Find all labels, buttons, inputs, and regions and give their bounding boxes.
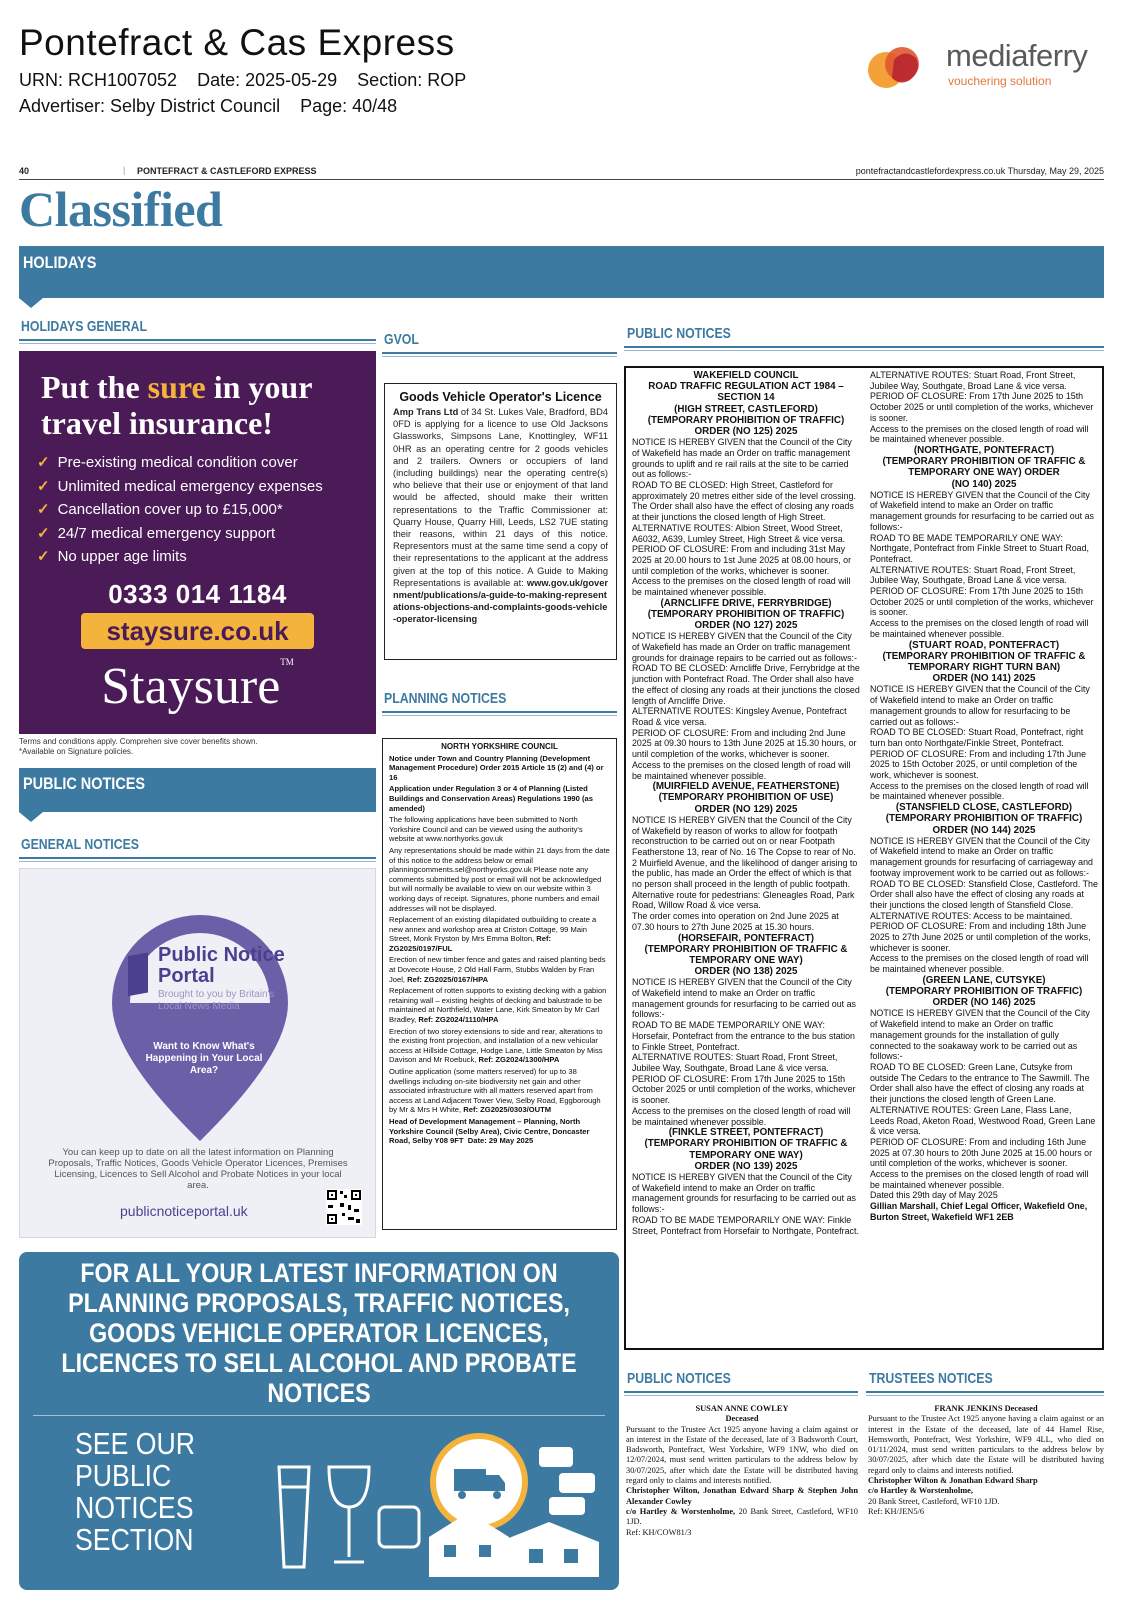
notice-body: NOTICE IS HEREBY GIVEN that the Council of the City of Wakefield intend to make an Order on traffic management grounds for resurfacing of carriageway and footway improvement work to be carried out as follows:- ROAD TO BE CLOSED: Stansfield Close, Castleford. The Order shall also have the effect of closing any roads at their junctions the closed length of Stansfield Close. ALTERNATIVE ROUTES: Access to be maintained. PERIOD OF CLOSURE: From and including 18th June 2025 to 27th June 2025 or until completion of the works, whichever is sooner. Access to the premises on the closed length of road will be maintained whenever possible. — [870, 835, 1098, 975]
holidays-general-heading: HOLIDAYS GENERAL — [21, 318, 147, 335]
staysure-phone: 0333 014 1184 — [108, 579, 287, 609]
heading-rule — [624, 1391, 858, 1393]
public-notice-portal-advert — [19, 868, 376, 1238]
notice-body: ALTERNATIVE ROUTES: Stuart Road, Front Street, Jubilee Way, Southgate, Broad Lane & vice versa. PERIOD OF CLOSURE: From 17th June 2025 to 15th October 2025 or until completion of the works, whichever is sooner. Access to the premises on the closed length of road will be maintained whenever possible. — [870, 370, 1094, 445]
check-icon: ✓ — [37, 548, 50, 565]
planning-title: NORTH YORKSHIRE COUNCIL — [441, 742, 558, 751]
cowley-notice: SUSAN ANNE COWLEY Deceased Pursuant to the Trustee Act 1925 anyone having a claim against or an interest in the Estate of the deceased, late of 3 Badsworth Court, Badsworth, Pontefract, West Yorkshire, WF9 1NW, who died on 12/07/2024, must send written particulars to the address below by 30/07/2025, after which date the Estate will be distributed having regard only to claims and interests notified. Christopher Wilton, Jonathan Edward Sharp & Stephen John Alexander Cowley c/o Hartley & Worstenholme, 20 Bank Street, Castleford, WF10 1JD. Ref: KH/COW81/3 — [626, 1404, 858, 1537]
notice-heading: WAKEFIELD COUNCIL ROAD TRAFFIC REGULATION ACT 1984 – SECTION 14 (HIGH STREET, CASTLEFORD) (TEMPORARY PROHIBITION OF TRAFFIC) ORDER (NO 125) 2025 — [647, 370, 845, 438]
notice-heading: (NORTHGATE, PONTEFRACT) (TEMPORARY PROHIBITION OF TRAFFIC & TEMPORARY ONE WAY) ORDER (NO 140) 2025 — [882, 444, 1086, 490]
notice-body: NOTICE IS HEREBY GIVEN that the Council of the City of Wakefield intend to make an Order on traffic management grounds for resurfacing to be carried out as follows:- ROAD TO BE MADE TEMPORARILY ONE WAY: Horsefair, Pontefract from the entrance to the bus station to Finkle Street, Pontefract. ALTERNATIVE ROUTES: Stuart Road, Front Street, Jubilee Way, Southgate, Broad Lane & vice versa. PERIOD OF CLOSURE: From 17th June 2025 to 15th October 2025 or until completion of the works, whichever is sooner. Access to the premises on the closed length of road will be maintained whenever possible. — [632, 977, 856, 1127]
public-notices-bar — [19, 768, 376, 812]
urn-date-section: URN: RCH1007052 Date: 2025-05-29 Section: ROP — [19, 70, 467, 90]
public-notices-small-heading: PUBLIC NOTICES — [627, 1370, 731, 1387]
public-notices-right-heading: PUBLIC NOTICES — [627, 325, 731, 342]
page-number: 40 — [19, 166, 30, 176]
heading-rule — [382, 352, 617, 354]
banner-headline: FOR ALL YOUR LATEST INFORMATION ON PLANNING PROPOSALS, TRAFFIC NOTICES, GOODS VEHICLE OPERATOR LICENCES, LICENCES TO SELL ALCOHOL AND PROBATE NOTICES — [61, 1258, 577, 1408]
page-strip — [19, 166, 1104, 180]
planning-notices-heading: PLANNING NOTICES — [384, 690, 507, 707]
jenkins-notice: FRANK JENKINS Deceased Pursuant to the Trustee Act 1925 anyone having a claim against or an interest in the Estate of the deceased, late of 44 Hamel Rise, Hemsworth, Pontefract, West Yorkshire, WF9 4LL, who died on 01/11/2024, must send written particulars to the address below by 30/07/2025, after which date the Estate will be distributed having regard only to claims and interests notified. Christopher Wilton & Jonathan Edward Sharp c/o Hartley & Worstenholme, 20 Bank Street, Castleford, WF10 1JD. Ref: KH/JEN5/6 — [868, 1404, 1104, 1516]
wakefield-column-right — [866, 368, 1102, 1225]
notice-heading: (GREEN LANE, CUTSYKE) (TEMPORARY PROHIBITION OF TRAFFIC) ORDER (NO 146) 2025 — [885, 974, 1083, 1009]
mediaferry-logo-icon — [864, 40, 944, 96]
list-item: ✓ Cancellation cover up to £15,000* — [37, 501, 283, 518]
notice-heading: (STUART ROAD, PONTEFRACT) (TEMPORARY PROHIBITION OF TRAFFIC & TEMPORARY RIGHT TURN BAN) ORDER (NO 141) 2025 — [882, 639, 1086, 685]
site-date: pontefractandcastlefordexpress.co.uk Thursday, May 29, 2025 — [855, 166, 1104, 176]
see-public-notices-banner — [19, 1252, 619, 1590]
check-icon: ✓ — [37, 501, 50, 518]
staysure-benefits — [37, 451, 323, 569]
heading-rule-thin — [866, 1395, 1104, 1396]
heading-rule-thin — [624, 1395, 858, 1396]
portal-description: You can keep up to date on all the latest information on Planning Proposals, Traffic Notices, Goods Vehicle Operator Licences, Premises Licensing, Licences to Sell Alcohol and Probate Notices in your local area. — [48, 1147, 348, 1191]
gvol-title: Goods Vehicle Operator's Licence — [399, 390, 602, 404]
notice-body: NOTICE IS HEREBY GIVEN that the Council of the City of Wakefield intend to make an Order on traffic management grounds to allow for resurfacing to be carried out as follows:- ROAD TO BE CLOSED: Stuart Road, Pontefract, right turn ban onto Northgate/Finkle Street, Pontefract. PERIOD OF CLOSURE: From and including 17th June 2025 to 15th October 2025, or until completion of the work, whichever is soonest. Access to the premises on the closed length of road will be maintained whenever possible. — [870, 684, 1090, 802]
wakefield-column-left — [628, 368, 864, 1238]
list-item: ✓ Unlimited medical emergency expenses — [37, 477, 323, 495]
publication-title: Pontefract & Cas Express — [19, 22, 455, 63]
general-notices-heading: GENERAL NOTICES — [21, 836, 140, 853]
portal-subtitle: Brought to you by Britain's Local News Media — [158, 989, 275, 1012]
holidays-label: HOLIDAYS — [23, 253, 97, 272]
planning-notice: NORTH YORKSHIRE COUNCIL Notice under Town and Country Planning (Development Management Procedure) Order 2015 Article 15 (2) and (4) or 16 Application under Regulation 3 or 4 of Planning (Listed Buildings and Conservation Areas) Regulations 1990 (as amended) The following applications have been submitted to North Yorkshire Council and can be viewed using the authority's website at www.northyorks.gov.uk Any representations should be made within 21 days from the date of this notice to the address below or email planningcomments.sel@northyorks.gov.uk Please note any comments submitted by post or email will not be acknowledged but will normally be available to view on our website within 3 working days of receipt. Signatures, phone numbers and email addresses will not be displayed. Replacement of an existing dilapidated outbuilding to create a new annex and workshop area at Criston Cottage, 99 Main Street, Monk Fryston by Mrs Emma Bolton, Ref: ZG2025/0197/FUL Erection of new timber fence and gates and raised planting beds at Dovecote House, 2 Old Hall Farm, Stubbs Walden by Fran Joel, Ref: ZG2025/0167/HPA Replacement of rotten supports to existing decking with a gabion retaining wall – existing heights of decking and balustrade to be maintained at Northfield, Water Lane, Kirk Smeaton by Mr Carl Bradley, Ref: ZG2024/1110/HPA Erection of two storey extensions to side and rear, alterations to the existing front projection, and installation of a new vehicular access at Hillside Cottage, Hodge Lane, Little Smeaton by Miss Davison and Mr Roebuck, Ref: ZG2024/1300/HPA Outline application (some matters reserved) for up to 38 dwellings including on-site biodiversity net gain and other associated infrastructure with all matters reserved apart from access at Land Adjacent Tower View, Selby Road, Eggborough by Mr & Mrs H White, Ref: ZG2025/0303/OUTM Head of Development Management – Planning, North Yorkshire Council (Selby Area), Civic Centre, Doncaster Road, Selby Y08 9FT Date: 29 May 2025 — [382, 738, 617, 1230]
heading-rule-thin — [624, 350, 1104, 351]
staysure-brand: Staysure™ — [101, 657, 294, 715]
paper-name: PONTEFRACT & CASTLEFORD EXPRESS — [137, 166, 317, 176]
notice-heading: (MUIRFIELD AVENUE, FEATHERSTONE) (TEMPORARY PROHIBITION OF USE) ORDER (NO 129) 2025 — [652, 781, 840, 815]
gvol-heading: GVOL — [384, 331, 419, 348]
mediaferry-tagline: vouchering solution — [948, 74, 1052, 88]
heading-rule-thin — [19, 861, 376, 862]
notice-body: NOTICE IS HEREBY GIVEN that the Council of the City of Wakefield intend to make an Order on traffic management grounds for resurfacing to be carried out as follows:- ROAD TO BE MADE TEMPORARILY ONE WAY: Northgate, Pontefract from Finkle Street to Stuart Road, Pontefract. ALTERNATIVE ROUTES: Stuart Road, Front Street, Jubilee Way, Southgate, Broad Lane & vice versa. PERIOD OF CLOSURE: From 17th June 2025 to 15th October 2025 or until completion of the works, whichever is sooner. Access to the premises on the closed length of road will be maintained whenever possible. — [870, 489, 1094, 639]
holidays-bar — [19, 246, 1104, 298]
banner-see-our: SEE OUR PUBLIC NOTICES SECTION — [75, 1426, 195, 1557]
portal-url: publicnoticeportal.uk — [120, 1203, 248, 1219]
heading-rule — [19, 857, 376, 859]
strip-separator: | — [123, 165, 126, 175]
staysure-advert — [19, 351, 376, 734]
staysure-headline: Put the sure in your travel insurance! — [41, 369, 313, 441]
wakefield-signature: Gillian Marshall, Chief Legal Officer, Wakefield One, Burton Street, Wakefield WF1 2EB — [870, 1201, 1088, 1222]
notice-body: NOTICE IS HEREBY GIVEN that the Council of the City of Wakefield by reason of works to allow for footpath reconstruction to be carried out on or near Footpath Featherstone 13, rear of No. 16 The Copse to rear of No. 2 Muirfield Avenue, and the likelihood of danger arising to the public, has made an Order the effect of which is that no person shall proceed in the length of public footpath. Alternative route for pedestrians: Gleneagles Road, Park Road, Willow Road & vice versa. The order comes into operation on 2nd June 2025 at 07.30 hours to 27th June 2025 at 15.30 hours. — [632, 814, 858, 932]
staysure-url: staysure.co.uk — [81, 613, 314, 649]
trustees-notices-heading: TRUSTEES NOTICES — [869, 1370, 993, 1387]
heading-rule — [382, 711, 617, 713]
notice-heading: (STANSFIELD CLOSE, CASTLEFORD) (TEMPORARY PROHIBITION OF TRAFFIC) ORDER (NO 144) 2025 — [885, 802, 1083, 836]
staysure-terms: Terms and conditions apply. Comprehen sive cover benefits shown. *Available on Signature policies. — [19, 737, 258, 756]
check-icon: ✓ — [37, 477, 50, 495]
check-icon: ✓ — [37, 454, 50, 471]
map-pin-icon — [100, 905, 300, 1145]
heading-rule — [624, 346, 1104, 348]
heading-rule — [866, 1391, 1104, 1393]
notice-heading: (FINKLE STREET, PONTEFRACT) (TEMPORARY PROHIBITION OF TRAFFIC & TEMPORARY ONE WAY) ORDER (NO 139) 2025 — [644, 1127, 848, 1172]
list-item: ✓ Pre-existing medical condition cover — [37, 454, 298, 471]
notice-body: NOTICE IS HEREBY GIVEN that the Council of the City of Wakefield has made an Order on traffic management grounds to uplift and re rail rails at the site to be carried out as follows:- ROAD TO BE CLOSED: High Street, Castleford for approximately 20 metres either side of the level crossing. The Order shall also have the effect of closing any roads at their junctions the closed length of High Street. ALTERNATIVE ROUTES: Albion Street, Wood Street, A6032, A639, Lumley Street, High Street & vice versa. PERIOD OF CLOSURE: From and including 31st May 2025 at 20.00 hours to 1st June 2025 at 08.00 hours, or until completion of the works, whichever is sooner. Access to the premises on the closed length of road will be maintained whenever possible. — [632, 437, 856, 598]
gvol-body: Amp Trans Ltd of 34 St. Lukes Vale, Bradford, BD4 0FD is applying for a licence to use Old Jacksons Glassworks, Simpsons Lane, Knottingley, WF11 0HR as an operating centre for 2 goods vehicles and 2 trailers. Owners or occupiers of land (including buildings) near the operating centre(s) who believe that their use or enjoyment of that land would be affected, should make their written representations to the Traffic Commissioner at: Quarry House, Quarry Hill, Leeds, LS2 7UE stating their reasons, within 21 days of this notice. Representors must at the same time send a copy of their representations to the applicant at the address given at the top of this notice. A Guide to Making Representations is available at: www.gov.uk/government/publications/a-guide-to-making-representations-objections-and-complaints-goods-vehicle-operator-licensing — [393, 407, 608, 625]
notice-body: NOTICE IS HEREBY GIVEN that the Council of the City of Wakefield has made an Order on traffic management grounds for drainage repairs to be carried out as follows:- ROAD TO BE CLOSED: Arncliffe Drive, Ferrybridge at the junction with Pontefract Road. The Order shall also have the effect of closing any roads at their junctions the closed length of Arncliffe Drive. ALTERNATIVE ROUTES: Kingsley Avenue, Pontefract Road & vice versa. PERIOD OF CLOSURE: From and including 2nd June 2025 at 09.30 hours to 13th June 2025 at 15.30 hours, or until completion of the works, whichever is sooner. Access to the premises on the closed length of road will be maintained whenever possible. — [632, 631, 860, 781]
check-icon: ✓ — [37, 524, 50, 542]
notice-body: NOTICE IS HEREBY GIVEN that the Council of the City of Wakefield intend to make an Order on traffic management grounds for resurfacing to be carried out as follows:- ROAD TO BE MADE TEMPORARILY ONE WAY: Finkle Street, Pontefract from Horsefair to Northgate, Pontefract. — [632, 1172, 859, 1236]
heading-rule-thin — [382, 356, 617, 357]
section-title-classified: Classified — [19, 181, 223, 237]
wakefield-traffic-notices — [624, 366, 1104, 1350]
advertiser-page: Advertiser: Selby District Council Page: 40/48 — [19, 96, 398, 116]
portal-title: Public Notice Portal — [158, 944, 285, 987]
portal-question: Want to Know What's Happening in Your Local Area? — [145, 1041, 263, 1076]
qr-code-icon — [326, 1189, 362, 1225]
heading-rule-thin — [382, 715, 617, 716]
town-illustration-icon — [249, 1427, 609, 1587]
heading-rule — [19, 339, 376, 341]
list-item: ✓ No upper age limits — [37, 548, 187, 565]
list-item: ✓ 24/7 medical emergency support — [37, 524, 276, 542]
notice-heading: (HORSEFAIR, PONTEFRACT) (TEMPORARY PROHIBITION OF TRAFFIC & TEMPORARY ONE WAY) ORDER (NO 138) 2025 — [644, 932, 848, 978]
mediaferry-wordmark: mediaferry — [946, 38, 1088, 73]
gvol-notice — [384, 383, 617, 660]
notice-body: NOTICE IS HEREBY GIVEN that the Council of the City of Wakefield intend to make an Order on traffic management grounds for the installation of gully connected to the soakaway work to be carried out as follows:- ROAD TO BE CLOSED: Green Lane, Cutsyke from outside The Cedars to the entrance to The Sawmill. The Order shall also have the effect of closing any roads at their junctions the closed length of Green Lane. ALTERNATIVE ROUTES: Green Lane, Flass Lane, Leeds Road, Aketon Road, Westwood Road, Green Lane & vice versa. PERIOD OF CLOSURE: From and including 16th June 2025 at 07.30 hours to 20th June 2025 at 15.00 hours or until completion of the works, whichever is sooner. Access to the premises on the closed length of road will be maintained whenever possible. Dated this 29th day of May 2025 — [870, 1008, 1096, 1201]
heading-rule-thin — [19, 343, 376, 344]
public-notices-label: PUBLIC NOTICES — [23, 774, 146, 793]
notice-heading: (ARNCLIFFE DRIVE, FERRYBRIDGE) (TEMPORARY PROHIBITION OF TRAFFIC) ORDER (NO 127) 2025 — [647, 597, 845, 632]
